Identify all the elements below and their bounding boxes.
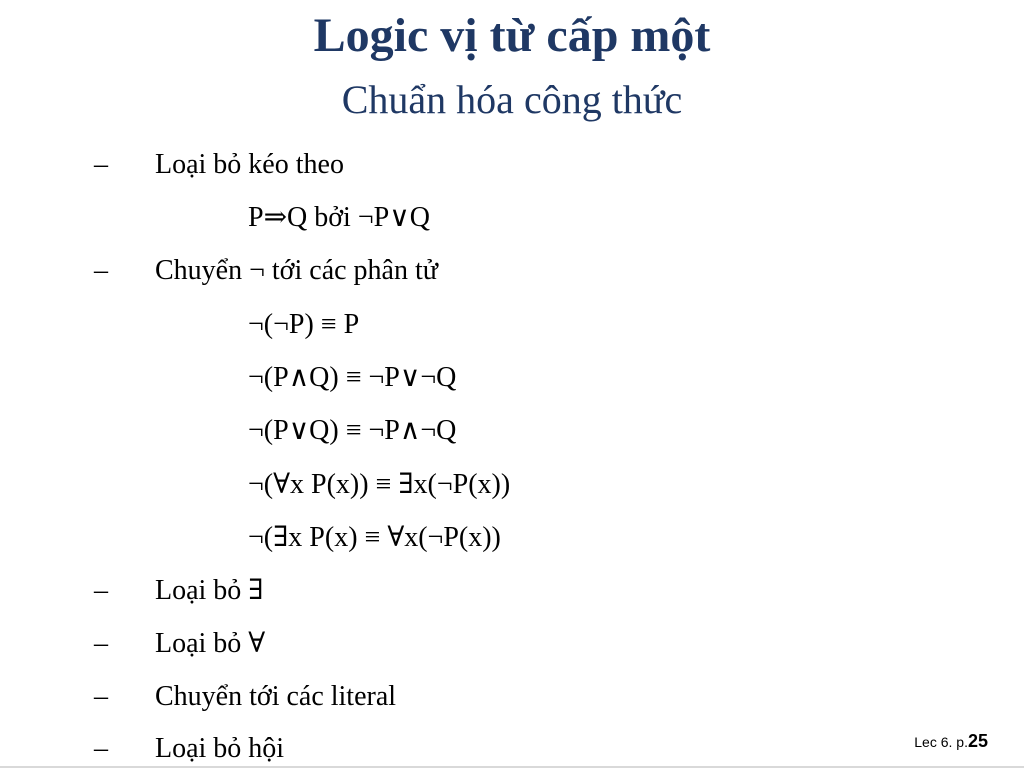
bullet-text: Loại bỏ ∀ [155,628,266,659]
footer-prefix: Lec 6. p. [914,734,968,750]
bullet-dash: – [94,628,108,659]
slide-title: Logic vị từ cấp một [313,9,711,62]
page-number: 25 [967,731,988,751]
formula-text: ¬(∀x P(x)) ≡ ∃x(¬P(x)) [248,469,511,500]
bullet-text: Loại bỏ ∃ [155,575,264,606]
formula-text: ¬(¬P) ≡ P [248,309,360,340]
slide-subtitle: Chuẩn hóa công thức [341,77,683,122]
bullet-dash: – [94,255,108,286]
formula-text: ¬(∃x P(x) ≡ ∀x(¬P(x)) [248,522,501,553]
formula-text: P⇒Q bởi ¬P∨Q [248,202,430,233]
bullet-text: Loại bỏ kéo theo [155,149,344,180]
bullet-text: Loại bỏ hội [155,733,285,764]
bullet-dash: – [94,575,108,606]
slide-footer [914,731,988,752]
bullet-dash: – [94,681,108,712]
formula-text: ¬(P∧Q) ≡ ¬P∨¬Q [248,362,457,393]
bullet-dash: – [94,149,108,180]
bullet-text: Chuyển tới các literal [155,681,397,712]
formula-text: ¬(P∨Q) ≡ ¬P∧¬Q [248,415,457,446]
bullet-dash: – [94,733,108,764]
bullet-text: Chuyển ¬ tới các phân tử [155,255,438,286]
